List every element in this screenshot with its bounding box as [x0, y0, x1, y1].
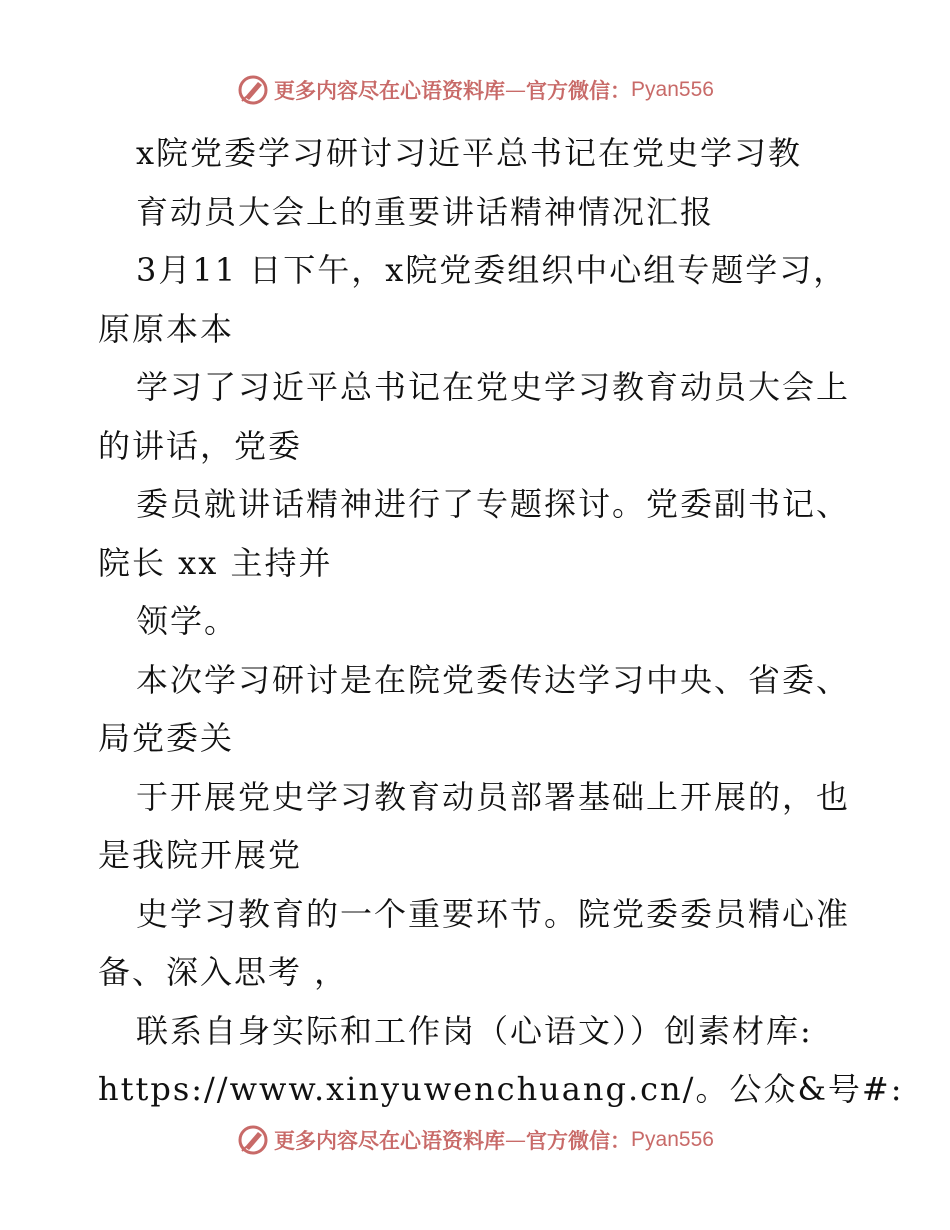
quill-logo-icon — [236, 1123, 270, 1157]
header-watermark — [0, 70, 950, 110]
watermark-dash: — — [505, 1128, 527, 1152]
watermark-official: 官方微信： — [526, 1128, 632, 1153]
document-line: 史学习教育的一个重要环节。院党委委员精心准 — [136, 894, 851, 933]
document-line: 本次学习研讨是在院党委传达学习中央、省委、 — [136, 660, 851, 699]
watermark-wechat: Pyan556 — [631, 78, 714, 101]
quill-logo-icon — [236, 73, 270, 107]
document-line: 委员就讲话精神进行了专题探讨。党委副书记、 — [136, 485, 851, 523]
document-line: 原原本本 — [98, 309, 235, 348]
document-line: 育动员大会上的重要讲话精神情况汇报 — [136, 192, 715, 231]
watermark-text: 更多内容尽在心语资料库 — [274, 1128, 506, 1153]
document-line: 联系自身实际和工作岗（心语文））创素材库: — [136, 1011, 813, 1050]
watermark-wechat: Pyan556 — [631, 1128, 714, 1151]
document-line: x院党委学习研讨习近平总书记在党史学习教 — [136, 134, 803, 172]
document-line: 领学。 — [136, 602, 239, 640]
document-line: 于开展党史学习教育动员部署基础上开展的，也 — [136, 777, 851, 816]
document-line: 院长 xx 主持并 — [98, 543, 333, 582]
document-line: 学习了习近平总书记在党史学习教育动员大会上 — [136, 368, 851, 406]
document-body — [98, 124, 904, 1119]
document-line: 是我院开展党 — [98, 836, 303, 874]
document-line: 3月11 日下午，x院党委组织中心组专题学习， — [136, 251, 848, 289]
document-line: 局党委关 — [98, 719, 235, 757]
footer-watermark — [0, 1120, 950, 1160]
document-line: 的讲话，党委 — [98, 426, 303, 465]
document-line: 备、深入思考 ， — [98, 953, 349, 991]
watermark-text: 更多内容尽在心语资料库 — [274, 78, 506, 103]
watermark-official: 官方微信： — [526, 78, 632, 103]
watermark-dash: — — [505, 78, 527, 102]
document-line: https://www.xinyuwenchuang.cn/。公众&号#: — [98, 1070, 904, 1108]
